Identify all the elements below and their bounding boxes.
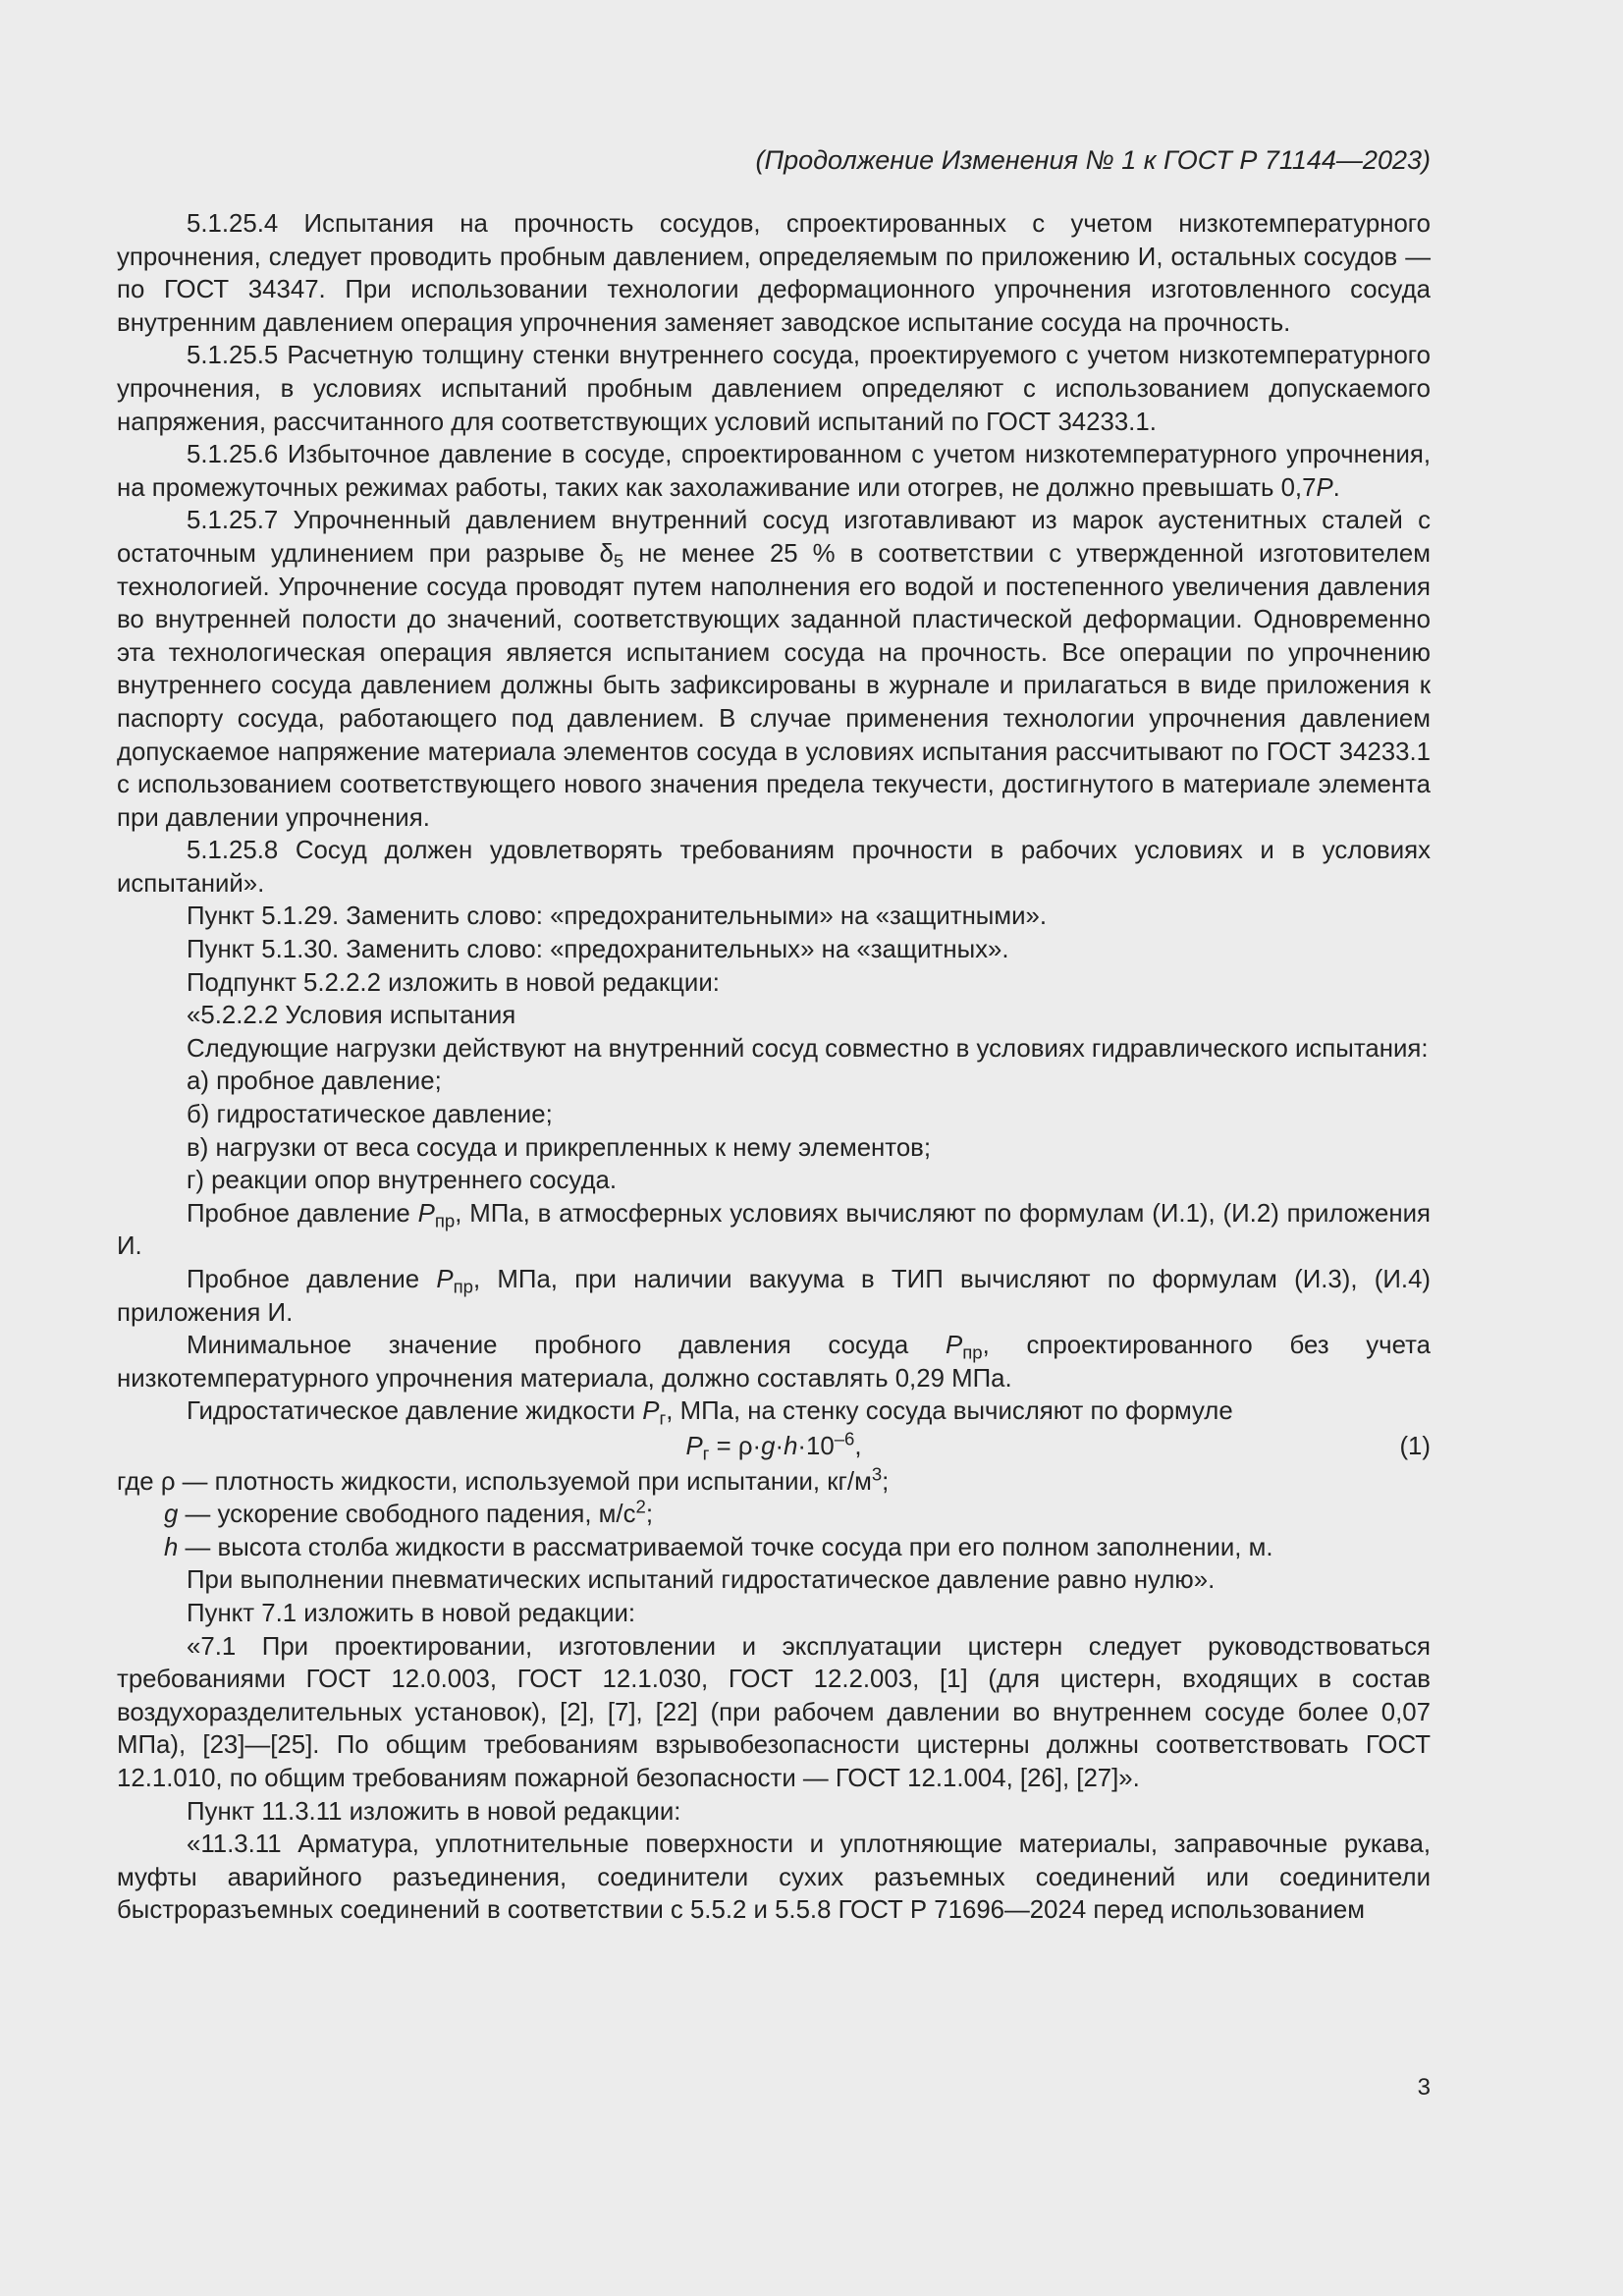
where-rho bbox=[117, 1463, 1431, 1500]
where-h bbox=[117, 1532, 1431, 1565]
paragraph-loads-intro: Следующие нагрузки действуют на внутренний сосуд совместно в условиях гидравлического испытания: bbox=[187, 1034, 1429, 1063]
text-run: ; bbox=[882, 1467, 890, 1496]
paragraph-7-1-text: «7.1 При проектировании, изготовлении и эксплуатации цистерн следует руководствоваться требованиями ГОСТ 12.0.003, ГОСТ 12.1.030, ГОСТ 12.2.003, [1] (для цистерн, входящих в состав воздухоразделительных установок), [2], [7], [22] (при рабочем давлении во внутреннем сосуде более 0,07 МПа), [23]—[25]. По общим требованиям взрывобезопасности цистерны должны соответствовать ГОСТ 12.1.010, по общим требованиям пожарной безопасности — ГОСТ 12.1.004, [26], [27]». bbox=[117, 1632, 1431, 1792]
formula-expression bbox=[117, 1428, 1431, 1464]
subscript: г bbox=[702, 1443, 710, 1464]
variable-p: P bbox=[417, 1199, 435, 1228]
formula-run: ·10 bbox=[797, 1432, 835, 1460]
paragraph-item-5-1-30: Пункт 5.1.30. Заменить слово: «предохранительных» на «защитных». bbox=[187, 936, 1009, 964]
superscript: –6 bbox=[834, 1428, 855, 1449]
paragraph-5-1-25-6 bbox=[117, 439, 1431, 505]
formula-1 bbox=[117, 1428, 1431, 1464]
paragraph-item-7-1: Пункт 7.1 изложить в новой редакции: bbox=[187, 1599, 636, 1627]
paragraph-min-test-pressure bbox=[117, 1330, 1431, 1395]
paragraph-hydrostatic-pressure bbox=[117, 1395, 1431, 1429]
formula-run: = ρ· bbox=[709, 1432, 762, 1460]
list-item-a: а) пробное давление; bbox=[187, 1067, 442, 1096]
page-number: 3 bbox=[1417, 2074, 1431, 2101]
paragraph-subitem-5-2-2-2: Подпункт 5.2.2.2 изложить в новой редакции: bbox=[187, 968, 720, 997]
subscript: г bbox=[659, 1407, 667, 1429]
text-run: ; bbox=[645, 1501, 653, 1529]
where-g bbox=[117, 1496, 1431, 1532]
paragraph-test-conditions-title: «5.2.2.2 Условия испытания bbox=[187, 1002, 516, 1030]
variable-p: P bbox=[946, 1332, 963, 1360]
text-run: не менее 25 % в соответствии с утвержденной изготовителем технологией. Упрочнение сосуда проводят путем наполнения его водой и постепенного увеличения давления во внутренней полости до значений, соответствующих заданной пластической деформации. Одновременно эта технологическая операция является испытанием сосуда на прочность. Все операции по упрочнению внутреннего сосуда давлением должны быть зафиксированы в журнале и прилагаться в виде приложения к паспорту сосуда, работающего под давлением. В случае применения технологии упрочнения давлением допускаемое напряжение материала элементов сосуда в условиях испытания рассчитывают по ГОСТ 34233.1 с использованием соответствующего нового значения предела текучести, достигнутого в материале элемента при давлении упрочнения. bbox=[117, 539, 1431, 832]
variable-p: P bbox=[685, 1432, 703, 1460]
document-body bbox=[117, 208, 1431, 1928]
list-item-g: г) реакции опор внутреннего сосуда. bbox=[187, 1167, 618, 1195]
running-header: (Продолжение Изменения № 1 к ГОСТ Р 71144—2023) bbox=[755, 145, 1431, 175]
variable-p: P bbox=[436, 1266, 454, 1293]
text-run: — высота столба жидкости в рассматриваемой точке сосуда при его полном заполнении, м. bbox=[178, 1533, 1273, 1561]
formula-number: (1) bbox=[1399, 1432, 1431, 1460]
paragraph-11-3-11-text: «11.3.11 Арматура, уплотнительные поверхности и уплотняющие материалы, заправочные рукава, муфты аварийного разъединения, соединители сухих разъемных соединений или соединители быстроразъемных соединений в соответствии с 5.5.2 и 5.5.8 ГОСТ Р 71696—2024 перед использованием bbox=[117, 1831, 1431, 1925]
text-run: , МПа, в атмосферных условиях вычисляют по формулам (И.1), (И.2) приложения И. bbox=[117, 1199, 1432, 1261]
text-run: Минимальное значение пробного давления сосуда bbox=[187, 1332, 947, 1360]
variable-g: g bbox=[164, 1501, 179, 1529]
formula-run: · bbox=[775, 1432, 784, 1460]
text-run: 5.1.25.7 Упрочненный давлением внутренний сосуд изготавливают из марок аустенитных сталей с остаточным удлинением при разрыве δ bbox=[117, 507, 1431, 568]
paragraph-test-pressure-vacuum bbox=[117, 1264, 1431, 1330]
text-run: где ρ — плотность жидкости, используемой при испытании, кг/м bbox=[117, 1467, 872, 1496]
variable-h: h bbox=[164, 1533, 179, 1561]
paragraph-item-11-3-11: Пункт 11.3.11 изложить в новой редакции: bbox=[187, 1797, 681, 1826]
text-run: Пробное давление bbox=[187, 1266, 437, 1293]
variable-g: g bbox=[761, 1432, 776, 1460]
text-run: 5.1.25.6 Избыточное давление в сосуде, спроектированном с учетом низкотемпературного упрочнения, на промежуточных режимах работы, таких как захолаживание или отогрев, не должно превышать 0,7 bbox=[117, 441, 1431, 502]
paragraph-item-5-1-29: Пункт 5.1.29. Заменить слово: «предохранительными» на «защитными». bbox=[187, 902, 1048, 931]
superscript: 3 bbox=[871, 1463, 883, 1485]
text-run: — ускорение свободного падения, м/с bbox=[178, 1501, 636, 1529]
text-run: . bbox=[1332, 473, 1340, 502]
subscript: пр bbox=[434, 1210, 456, 1231]
subscript: пр bbox=[962, 1341, 983, 1363]
paragraph-5-1-25-5: 5.1.25.5 Расчетную толщину стенки внутреннего сосуда, проектируемого с учетом низкотемпературного упрочнения, в условиях испытаний пробным давлением определяют с использованием допускаемого напряжения, рассчитанного для соответствующих условий испытаний по ГОСТ 34233.1. bbox=[117, 342, 1431, 436]
text-run: Гидростатическое давление жидкости bbox=[187, 1397, 643, 1426]
text-run: , спроектированного без учета низкотемпературного упрочнения материала, должно составлять 0,29 МПа. bbox=[117, 1332, 1431, 1393]
variable-p: P bbox=[1316, 473, 1333, 502]
text-run: , МПа, при наличии вакуума в ТИП вычисляют по формулам (И.3), (И.4) приложения И. bbox=[117, 1266, 1432, 1327]
formula-run: , bbox=[854, 1432, 862, 1460]
subscript: пр bbox=[453, 1276, 473, 1297]
paragraph-5-1-25-7 bbox=[117, 505, 1431, 835]
text-run: , МПа, на стенку сосуда вычисляют по формуле bbox=[666, 1397, 1233, 1426]
paragraph-5-1-25-8: 5.1.25.8 Сосуд должен удовлетворять требованиям прочности в рабочих условиях и в условиях испытаний». bbox=[117, 837, 1431, 898]
variable-p: P bbox=[642, 1397, 660, 1426]
list-item-b: б) гидростатическое давление; bbox=[187, 1101, 553, 1129]
superscript: 2 bbox=[635, 1496, 646, 1517]
list-item-v: в) нагрузки от веса сосуда и прикрепленных к нему элементов; bbox=[187, 1133, 932, 1162]
paragraph-pneumatic: При выполнении пневматических испытаний гидростатическое давление равно нулю». bbox=[187, 1566, 1216, 1595]
subscript: 5 bbox=[613, 550, 624, 572]
variable-h: h bbox=[784, 1432, 798, 1460]
paragraph-5-1-25-4: 5.1.25.4 Испытания на прочность сосудов, спроектированных с учетом низкотемпературного упрочнения, следует проводить пробным давлением, определяемым по приложению И, остальных сосудов — по ГОСТ 34347. При использовании технологии деформационного упрочнения изготовленного сосуда внутренним давлением операция упрочнения заменяет заводское испытание сосуда на прочность. bbox=[117, 210, 1431, 337]
paragraph-test-pressure-atm bbox=[117, 1198, 1431, 1264]
text-run: Пробное давление bbox=[187, 1199, 418, 1228]
